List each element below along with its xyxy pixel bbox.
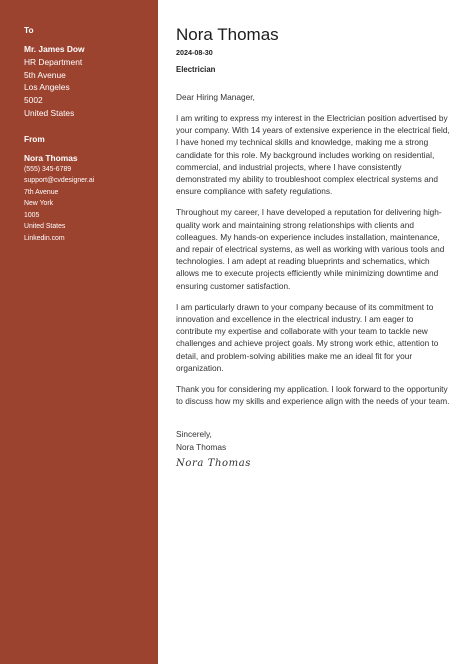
closing-name: Nora Thomas [176, 441, 227, 452]
recipient-name: Mr. James Dow [24, 44, 85, 54]
recipient-zip: 5002 [24, 95, 43, 106]
closing-phrase: Sincerely, [176, 429, 212, 440]
sidebar [0, 0, 158, 664]
sender-link: Linkedin.com [24, 234, 65, 242]
paragraph-4: Thank you for considering my application. I look forward to the opportunity to discuss how my skills and experience align with the needs of your team. [176, 384, 450, 407]
recipient-country: United States [24, 107, 75, 118]
signature: Nora Thomas [176, 457, 251, 469]
sender-contact-name: Nora Thomas [24, 152, 78, 163]
to-heading: To [24, 25, 34, 35]
paragraph-1: I am writing to express my interest in the Electrician position advertised by your company. With 14 years of extensive experience in the electrical field, I have honed my technical skills and knowledge, making me a strong candidate for this role. My background includes working on residential, commercial, and industrial projects, where I have consistently demonstrated my ability to troubleshoot complex electrical systems and ensure compliance with safety regulations. [176, 113, 450, 197]
sender-street: 7th Avenue [24, 188, 59, 196]
salutation: Dear Hiring Manager, [176, 92, 255, 102]
sender-city: New York [24, 200, 54, 208]
recipient-street: 5th Avenue [24, 69, 66, 80]
recipient-city: Los Angeles [24, 82, 70, 93]
sender-contact [24, 152, 148, 245]
job-title: Electrician [176, 65, 216, 74]
sender-phone: (555) 345-6789 [24, 165, 72, 173]
from-heading: From [24, 133, 45, 144]
letter-date: 2024-08-30 [176, 48, 213, 57]
letter-body [176, 24, 452, 469]
paragraph-2: Throughout my career, I have developed a reputation for delivering high-quality work and maintaining strong relationships with clients and colleagues. My hands-on experience includes installation, maintenance, and repair of electrical systems, as well as working with various tools and technologies. I am adept at reading blueprints and schematics, which allows me to execute projects efficiently while minimizing downtime and ensuring customer satisfaction. [176, 207, 445, 291]
sender-email: support@cvdesigner.ai [24, 177, 95, 185]
recipient-address [24, 43, 148, 120]
recipient-department: HR Department [24, 56, 83, 67]
sender-country: United States [24, 223, 66, 231]
paragraph-3: I am particularly drawn to your company because of its commitment to innovation and excellence in the electrical industry. I am eager to contribute my expertise and collaborate with your team to tackle new challenges and achieve project goals. My strong work ethic, attention to detail, and problem-solving abilities make me an ideal fit for your organization. [176, 301, 439, 373]
closing [176, 428, 452, 452]
sender-zip: 1005 [24, 211, 40, 219]
letter-sender-name: Nora Thomas [176, 25, 279, 44]
